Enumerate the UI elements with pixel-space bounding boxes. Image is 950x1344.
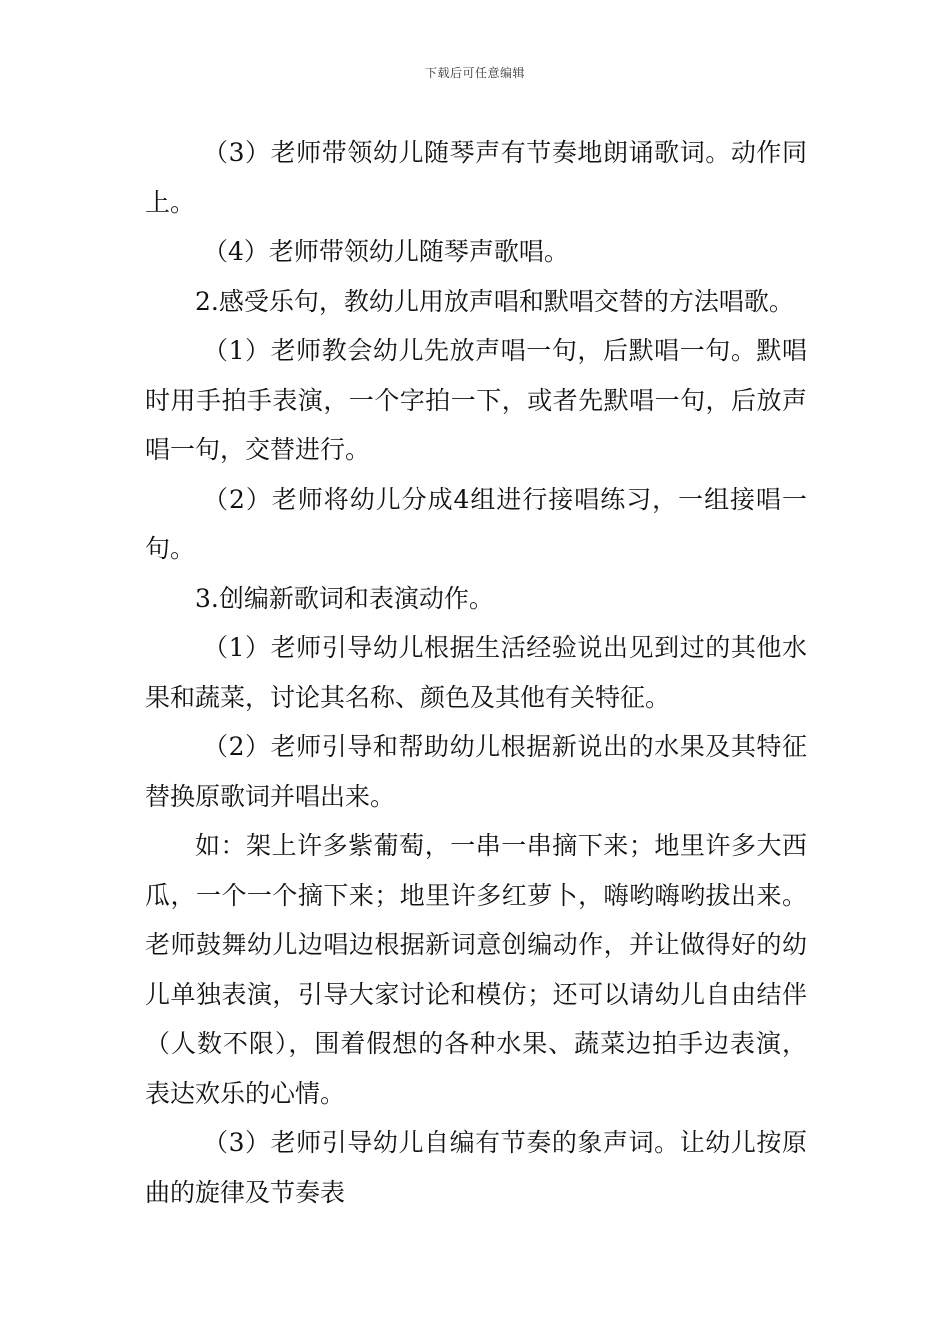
paragraph-step-2-1: （1）老师教会幼儿先放声唱一句，后默唱一句。默唱时用手拍手表演，一个字拍一下，或者先默唱一句，后放声唱一句，交替进行。 [145,336,807,464]
page-header: 下载后可任意编辑 [424,66,525,80]
paragraph-step-3-2: （2）老师引导和帮助幼儿根据新说出的水果及其特征替换原歌词并唱出来。 [145,732,807,811]
paragraph-section-2: 2.感受乐句，教幼儿用放声唱和默唱交替的方法唱歌。 [195,286,794,316]
paragraph-step-1-3: （3）老师带领幼儿随琴声有节奏地朗诵歌词。动作同上。 [145,138,807,217]
paragraph-step-2-2: （2）老师将幼儿分成4组进行接唱练习，一组接唱一句。 [145,484,807,563]
paragraph-example: 如：架上许多紫葡萄，一串一串摘下来；地里许多大西瓜，一个一个摘下来；地里许多红萝卜，嗨哟嗨哟拔出来。老师鼓舞幼儿边唱边根据新词意创编动作，并让做得好的幼儿单独表演，引导大家讨论和模仿；还可以请幼儿自由结伴（人数不限），围着假想的各种水果、蔬菜边拍手边表演，表达欢乐的心情。 [145,831,807,1108]
paragraph-step-3-1: （1）老师引导幼儿根据生活经验说出见到过的其他水果和蔬菜，讨论其名称、颜色及其他有关特征。 [145,633,807,712]
paragraph-step-1-4: （4）老师带领幼儿随琴声歌唱。 [203,237,569,266]
paragraph-step-3-3: （3）老师引导幼儿自编有节奏的象声词。让幼儿按原曲的旋律及节奏表 [145,1128,807,1207]
paragraph-section-3: 3.创编新歌词和表演动作。 [195,583,494,613]
document-body [145,128,807,1217]
